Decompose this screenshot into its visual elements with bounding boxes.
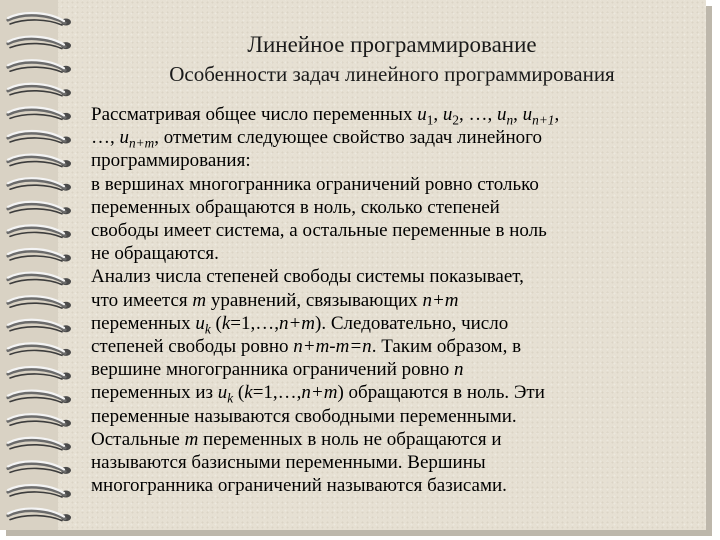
text-line: многогранника ограничений называются базисами.: [91, 475, 507, 497]
spiral-ring-icon: [8, 509, 71, 522]
spiral-ring-icon: [8, 107, 71, 120]
text-line: не обращаются.: [91, 243, 219, 265]
text-line: переменные называются свободными переменными.: [91, 405, 517, 427]
spiral-ring-icon: [8, 414, 71, 427]
text-line: переменных из $u_k$ (k=1,…,n+m) обращаются в ноль. Эти: [91, 382, 545, 407]
spiral-ring-icon: [8, 178, 71, 191]
spiral-ring-icon: [8, 485, 71, 498]
text-line: переменных обращаются в ноль, сколько степеней: [91, 196, 500, 218]
spiral-ring-icon: [8, 343, 71, 356]
spiral-ring-icon: [8, 296, 71, 309]
spiral-binding-icon: [4, 0, 74, 540]
spiral-ring-icon: [8, 320, 71, 333]
spiral-ring-icon: [8, 367, 71, 380]
slide-title: Линейное программирование: [247, 32, 537, 57]
text-line: Рассматривая общее число переменных $u_1$, $u_2$, …, $u_n$, $u_{n+1}$,: [91, 104, 560, 128]
text-line: степеней свободы ровно n+m-m=n. Таким образом, в: [91, 336, 522, 358]
spiral-ring-icon: [8, 84, 71, 97]
text-line: называются базисными переменными. Вершины: [91, 452, 486, 474]
spiral-ring-icon: [8, 202, 71, 215]
text-line: вершине многогранника ограничений ровно n: [91, 359, 464, 381]
spiral-ring-icon: [8, 225, 71, 238]
spiral-ring-icon: [8, 60, 71, 73]
text-line: что имеется m уравнений, связывающих n+m: [91, 289, 459, 311]
text-line: Остальные m переменных в ноль не обращаются и: [91, 428, 502, 450]
spiral-ring-icon: [8, 438, 71, 451]
body-text: [91, 103, 691, 497]
text-line: переменных $u_k$ (k=1,…,n+m). Следовательно, число: [91, 312, 509, 337]
text-line: в вершинах многогранника ограничений ровно столько: [91, 173, 539, 195]
slide-subtitle: Особенности задач линейного программирования: [169, 62, 615, 86]
spiral-ring-icon: [8, 461, 71, 474]
spiral-ring-icon: [8, 131, 71, 144]
text-line: свободы имеет система, а остальные переменные в ноль: [91, 220, 547, 242]
spiral-ring-icon: [8, 155, 71, 168]
spiral-ring-icon: [8, 391, 71, 404]
spiral-ring-icon: [8, 273, 71, 286]
text-line: программирования:: [91, 150, 251, 172]
text-line: Анализ числа степеней свободы системы показывает,: [91, 266, 524, 288]
spiral-ring-icon: [8, 37, 71, 50]
text-line: …, $u_{n+m}$, отметим следующее свойство задач линейного: [91, 127, 542, 151]
spiral-ring-icon: [8, 13, 71, 26]
spiral-ring-icon: [8, 249, 71, 262]
